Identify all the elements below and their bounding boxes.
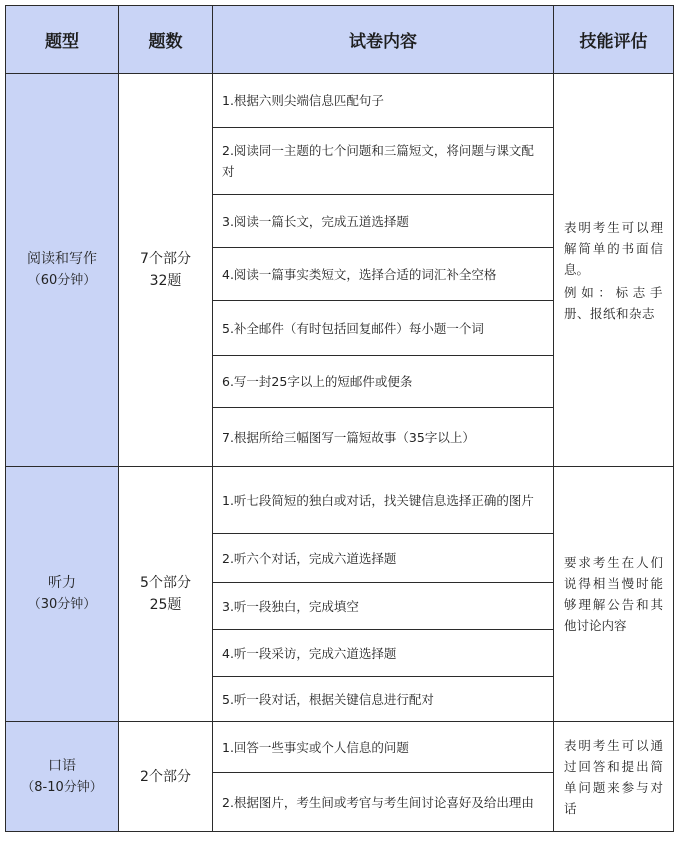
reading-skill-example: 例如：标志手册、报纸和杂志 bbox=[564, 284, 663, 321]
header-skill: 技能评估 bbox=[554, 6, 674, 74]
reading-questions: 32题 bbox=[149, 273, 182, 289]
reading-item-6: 6.写一封25字以上的短邮件或便条 bbox=[213, 356, 554, 408]
reading-type-label: 阅读和写作 bbox=[27, 251, 97, 267]
listening-skill-text: 要求考生在人们说得相当慢时能够理解公告和其他讨论内容 bbox=[564, 555, 663, 633]
reading-item-4: 4.阅读一篇事实类短文，选择合适的词汇补全空格 bbox=[213, 248, 554, 301]
listening-questions: 25题 bbox=[149, 597, 182, 613]
reading-item-3: 3.阅读一篇长文，完成五道选择题 bbox=[213, 195, 554, 248]
header-row bbox=[6, 6, 674, 74]
listening-item-3: 3.听一段独白，完成填空 bbox=[213, 583, 554, 630]
listening-item-5: 5.听一段对话，根据关键信息进行配对 bbox=[213, 677, 554, 722]
speaking-row-1 bbox=[6, 722, 674, 773]
speaking-item-2: 2.根据图片，考生间或考官与考生间讨论喜好及给出理由 bbox=[213, 773, 554, 832]
reading-item-7: 7.根据所给三幅图写一篇短故事（35字以上） bbox=[213, 408, 554, 467]
listening-duration: （30分钟） bbox=[27, 597, 97, 612]
reading-count-cell bbox=[119, 74, 213, 467]
speaking-item-1: 1.回答一些事实或个人信息的问题 bbox=[213, 722, 554, 773]
listening-type-label: 听力 bbox=[48, 575, 76, 591]
listening-item-2: 2.听六个对话，完成六道选择题 bbox=[213, 534, 554, 583]
reading-item-2: 2.阅读同一主题的七个问题和三篇短文，将问题与课文配对 bbox=[213, 128, 554, 195]
header-type: 题型 bbox=[6, 6, 119, 74]
speaking-type-label: 口语 bbox=[48, 757, 76, 774]
reading-item-1: 1.根据六则尖端信息匹配句子 bbox=[213, 74, 554, 128]
reading-skill-text: 表明考生可以理解简单的书面信息。 bbox=[564, 219, 663, 277]
listening-row-1 bbox=[6, 467, 674, 534]
listening-type-cell bbox=[6, 467, 119, 722]
speaking-count-cell bbox=[119, 722, 213, 832]
reading-row-1 bbox=[6, 74, 674, 128]
header-count: 题数 bbox=[119, 6, 213, 74]
listening-item-1: 1.听七段简短的独白或对话，找关键信息选择正确的图片 bbox=[213, 467, 554, 534]
speaking-duration: （8-10分钟） bbox=[21, 779, 103, 795]
reading-item-5: 5.补全邮件（有时包括回复邮件）每小题一个词 bbox=[213, 301, 554, 356]
speaking-skill-text: 表明考生可以通过回答和提出简单问题来参与对话 bbox=[564, 737, 663, 816]
speaking-skill-cell bbox=[554, 722, 674, 832]
speaking-parts: 2个部分 bbox=[140, 768, 191, 785]
listening-item-4: 4.听一段采访，完成六道选择题 bbox=[213, 630, 554, 677]
reading-type-cell bbox=[6, 74, 119, 467]
listening-parts: 5个部分 bbox=[140, 575, 191, 591]
speaking-type-cell bbox=[6, 722, 119, 832]
reading-skill-cell bbox=[554, 74, 674, 467]
exam-table-wrapper bbox=[5, 5, 673, 832]
reading-parts: 7个部分 bbox=[140, 251, 191, 267]
header-content: 试卷内容 bbox=[213, 6, 554, 74]
exam-structure-table bbox=[5, 5, 674, 832]
reading-duration: （60分钟） bbox=[27, 273, 97, 288]
listening-count-cell bbox=[119, 467, 213, 722]
listening-skill-cell bbox=[554, 467, 674, 722]
